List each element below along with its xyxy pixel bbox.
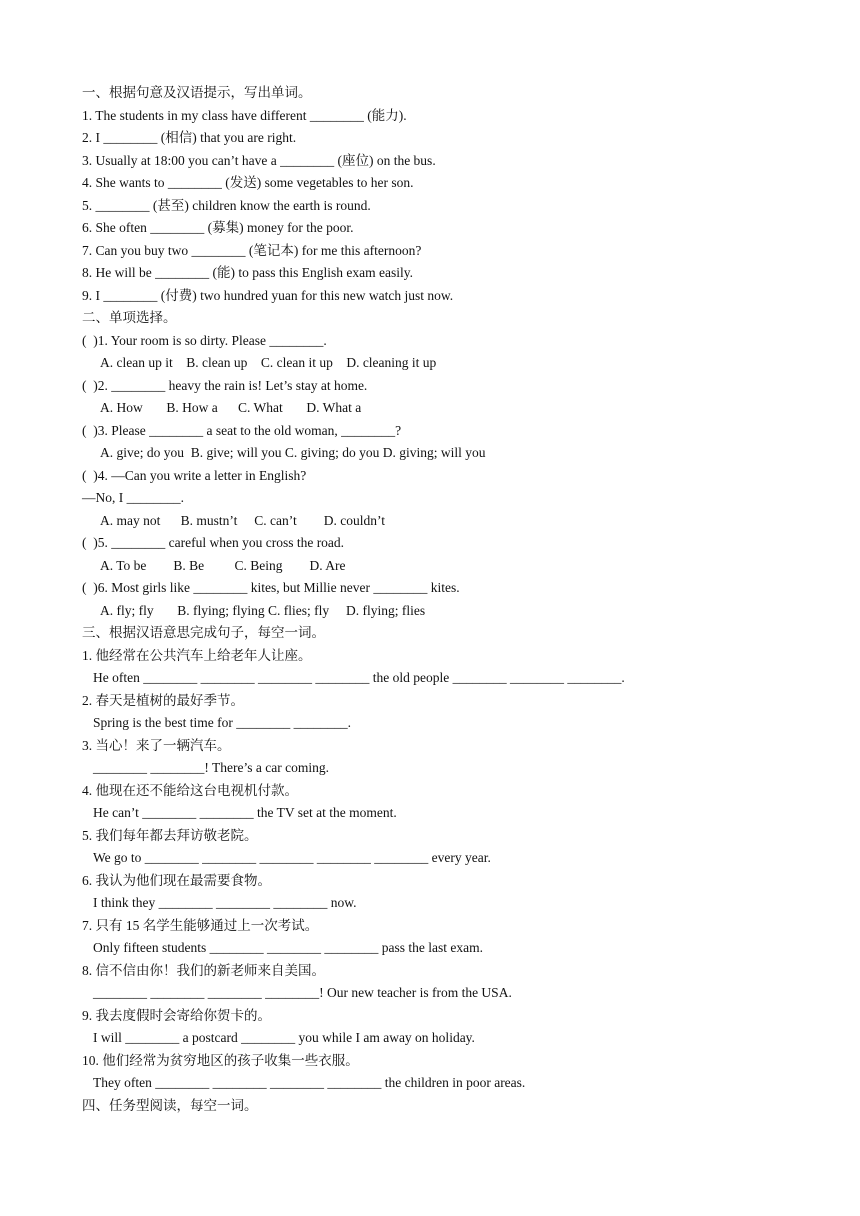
text-line: ________ ________! There’s a car coming. <box>93 760 329 775</box>
text-line: 3. Usually at 18:00 you can’t have a ________ (座位) on the bus. <box>82 152 436 168</box>
text-line: 3. 当心！来了一辆汽车。 <box>82 737 231 753</box>
text-line: We go to ________ ________ ________ ________ ________ every year. <box>93 850 491 865</box>
answer-options: A. clean up it B. clean up C. clean it up D. cleaning it up <box>100 355 437 370</box>
question-item: ( )1. Your room is so dirty. Please ________. <box>82 332 327 348</box>
text-line: 5. ________ (甚至) children know the earth is round. <box>82 197 371 213</box>
text-line: 6. She often ________ (募集) money for the poor. <box>82 220 354 235</box>
question-item: ( )6. Most girls like ________ kites, but Millie never ________ kites. <box>82 580 460 595</box>
text-line: They often ________ ________ ________ ________ the children in poor areas. <box>93 1075 526 1090</box>
section-heading: 一、根据句意及汉语提示，写出单词。 <box>82 85 312 100</box>
text-line: Spring is the best time for ________ ________. <box>93 715 351 730</box>
question-item: ( )3. Please ________ a seat to the old woman, ________? <box>82 422 402 438</box>
text-line: He can’t ________ ________ the TV set at the moment. <box>93 805 397 820</box>
question-item: ( )4. —Can you write a letter in English? <box>82 467 307 483</box>
answer-options: A. To be B. Be C. Being D. Are <box>100 557 346 573</box>
worksheet-content <box>82 82 800 1117</box>
text-line: 9. 我去度假时会寄给你贺卡的。 <box>82 1007 271 1023</box>
text-line: 9. I ________ (付费) two hundred yuan for this new watch just now. <box>82 287 454 303</box>
text-line: I will ________ a postcard ________ you while I am away on holiday. <box>93 1030 475 1045</box>
answer-options: A. How B. How a C. What D. What a <box>100 400 362 415</box>
text-line: I think they ________ ________ ________ now. <box>93 895 357 910</box>
text-line: 7. 只有 15 名学生能够通过上一次考试。 <box>82 917 319 933</box>
text-line: 7. Can you buy two ________ (笔记本) for me this afternoon? <box>82 242 422 258</box>
text-line: 2. 春天是植树的最好季节。 <box>82 692 244 708</box>
text-line: 1. 他经常在公共汽车上给老年人让座。 <box>82 647 312 663</box>
text-line: 4. She wants to ________ (发送) some vegetables to her son. <box>82 175 414 190</box>
answer-options: A. fly; fly B. flying; flying C. flies; fly D. flying; flies <box>100 602 426 618</box>
text-line: 8. He will be ________ (能) to pass this English exam easily. <box>82 265 413 280</box>
section-heading: 四、任务型阅读，每空一词。 <box>82 1097 258 1113</box>
text-line: —No, I ________. <box>82 490 184 505</box>
text-line: 10. 他们经常为贫穷地区的孩子收集一些衣服。 <box>82 1052 359 1068</box>
text-line: 8. 信不信由你！我们的新老师来自美国。 <box>82 962 325 978</box>
text-line: 1. The students in my class have different ________ (能力). <box>82 107 407 123</box>
text-line: He often ________ ________ ________ ________ the old people ________ ________ ________. <box>93 670 625 685</box>
question-item: ( )5. ________ careful when you cross the road. <box>82 535 345 550</box>
text-line: 2. I ________ (相信) that you are right. <box>82 130 297 145</box>
text-line: 4. 他现在还不能给这台电视机付款。 <box>82 782 298 798</box>
section-heading: 二、单项选择。 <box>82 310 177 325</box>
text-line: 5. 我们每年都去拜访敬老院。 <box>82 827 258 843</box>
section-heading: 三、根据汉语意思完成句子，每空一词。 <box>82 625 325 640</box>
text-line: Only fifteen students ________ ________ ________ pass the last exam. <box>93 940 483 955</box>
answer-options: A. give; do you B. give; will you C. giving; do you D. giving; will you <box>100 445 486 460</box>
text-line: ________ ________ ________ ________! Our new teacher is from the USA. <box>93 985 512 1000</box>
answer-options: A. may not B. mustn’t C. can’t D. couldn’t <box>100 512 385 528</box>
question-item: ( )2. ________ heavy the rain is! Let’s stay at home. <box>82 377 368 393</box>
text-line: 6. 我认为他们现在最需要食物。 <box>82 872 271 888</box>
